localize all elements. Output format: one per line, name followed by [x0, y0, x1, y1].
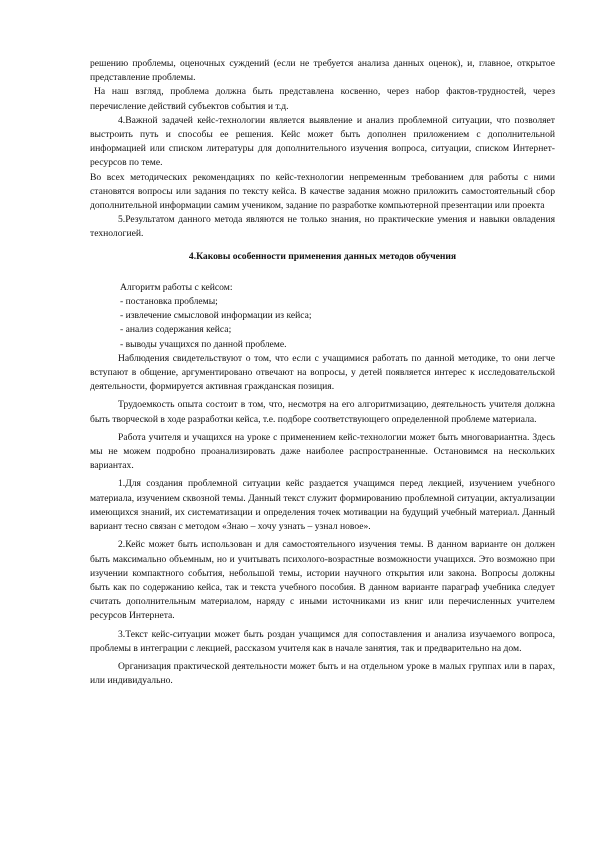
paragraph-method-recommendations: Во всех методических рекомендациях по кейс-технологии непременным требованием для работы с ними становятся вопросы или задания по тексту кейса. В качестве задания можно приложить самостоятельный сбор дополнительной информации самим учеником, задание по разработке компьютерной презентации или проекта: [90, 171, 555, 212]
paragraph-point-4: 4.Важной задачей кейс-технологии является выявление и анализ проблемной ситуации, что позволяет выстроить путь и способы ее решения. Кейс может быть дополнен приложением с дополнительной информацией или списком литературы для дополнительного изучения вопроса, ситуации, списком Интернет-ресурсов по теме.: [90, 114, 555, 169]
list-item: - извлечение смысловой информации из кейса;: [120, 310, 312, 322]
list-item: - постановка проблемы;: [120, 296, 218, 308]
paragraph-variant-1: 1.Для создания проблемной ситуации кейс раздается учащимся перед лекцией, изучением учебного материала, изучением сквозной темы. Данный текст служит формированию проблемной ситуации, актуализации имеющихся знаний, их систематизации и определения точек мотивации на будущий учебный материал. Данный вариант тесно связан с методом «Знаю – хочу узнать – узнал новое».: [90, 478, 555, 533]
algorithm-list: [90, 295, 555, 352]
paragraph-organization: Организация практической деятельности может быть и на отдельном уроке в малых группах или в парах, или индивидуально.: [90, 660, 555, 687]
paragraph-labor-intensity: Трудоемкость опыта состоит в том, что, несмотря на его алгоритмизацию, деятельность учителя должна быть творческой в ходе разработки кейса, т.е. подборе соответствующего определенной проблеме материала.: [90, 399, 555, 425]
paragraph-point-5: 5.Результатом данного метода являются не только знания, но практические умения и навыки овладения технологией.: [90, 214, 555, 240]
paragraph-work-variants: Работа учителя и учащихся на уроке с применением кейс-технологии может быть многовариантна. Здесь мы не можем подробно проанализировать даже наиболее распространенные. Остановимся на нескольких вариантах.: [90, 431, 555, 472]
document-body: [90, 57, 555, 688]
algorithm-title: Алгоритм работы с кейсом:: [120, 281, 233, 293]
paragraph-variant-3: 3.Текст кейс-ситуации может быть роздан учащимся для сопоставления и анализа изучаемого вопроса, проблемы в интеграции с лекцией, рассказом учителя как в начале занятия, так и предварительно на дом.: [90, 628, 555, 654]
section-heading: 4.Каковы особенности применения данных методов обучения: [188, 250, 457, 262]
list-item: - анализ содержания кейса;: [120, 324, 232, 336]
paragraph-observations: Наблюдения свидетельствуют о том, что если с учащимися работать по данной методике, то они легче вступают в общение, аргументировано отвечают на вопросы, у детей появляется интерес к исследовательской деятельности, формируется активная гражданская позиция.: [90, 352, 555, 393]
paragraph-variant-2: 2.Кейс может быть использован и для самостоятельного изучения темы. В данном варианте он должен быть максимально объемным, но и учитывать психолого-возрастные возможности учащихся. Это возможно при изучении компактного события, небольшой темы, истории научного открытия или закона. Вопросы должны быть как по содержанию кейса, так и текста учебного пособия. В данном варианте параграф учебника следует считать дополнительным материалом, наряду с иными источниками из книг или перечисленных учителем ресурсов Интернета.: [90, 539, 555, 622]
list-item: - выводы учащихся по данной проблеме.: [120, 338, 287, 350]
paragraph-continuation: решению проблемы, оценочных суждений (если не требуется анализа данных оценок), и, главное, открытое представление проблемы.: [90, 58, 555, 84]
paragraph-problem-indirect: На наш взгляд, проблема должна быть представлена косвенно, через набор фактов-трудностей, через перечисление действий субъектов события и т.д.: [90, 86, 555, 112]
